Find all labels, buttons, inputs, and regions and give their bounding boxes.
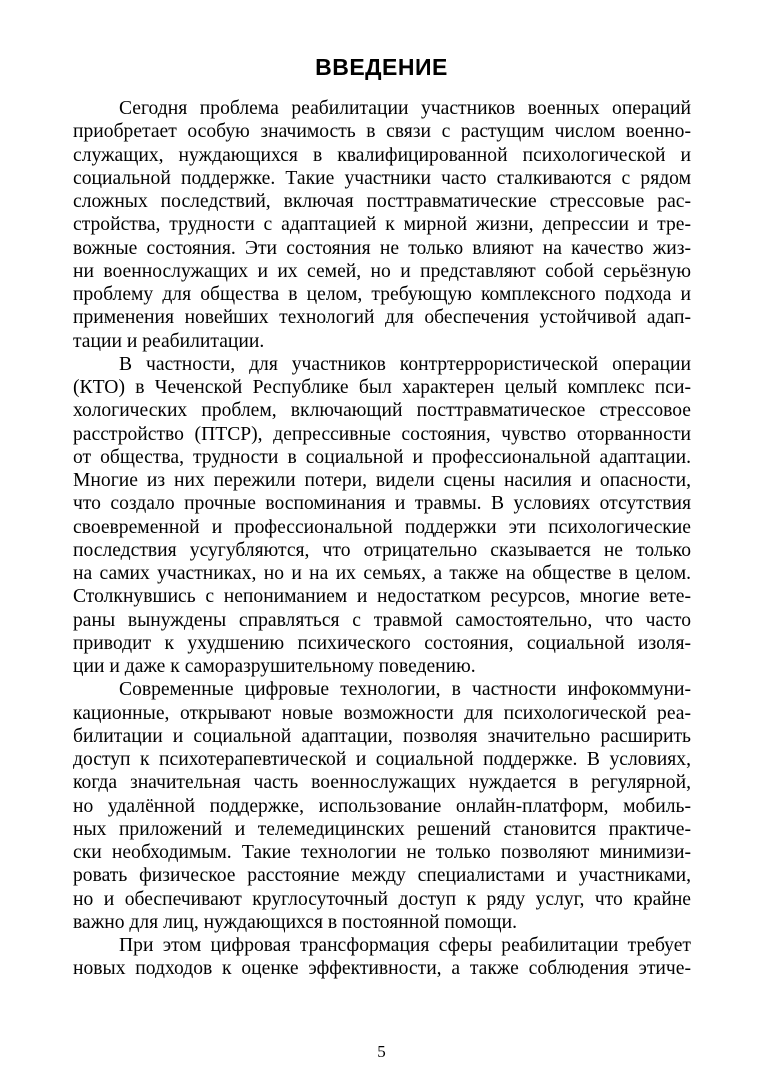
text-line: раны вынуждены справляться с травмой самостоятельно, что часто [73, 609, 691, 631]
text-line: кационные, открывают новые возможности для психологической реа- [73, 702, 691, 724]
body-text [73, 97, 691, 981]
text-line: приводит к ухудшению психического состояния, социальной изоля- [73, 632, 691, 654]
text-line: (КТО) в Чеченской Республике был характерен целый комплекс пси- [73, 377, 691, 398]
text-line: на самих участниках, но и на их семьях, а также на обществе в целом. [73, 563, 691, 584]
text-line: Современные цифровые технологии, в частности инфокоммуни- [119, 679, 691, 701]
text-line: важно для лиц, нуждающихся в постоянной помощи. [73, 911, 517, 933]
text-line: стройства, трудности с адаптацией к мирной жизни, депрессии и тре- [73, 214, 691, 236]
text-line: расстройство (ПТСР), депрессивные состояния, чувство оторванности [73, 423, 691, 445]
text-line: ски необходимым. Такие технологии не только позволяют минимизи- [73, 842, 691, 863]
text-line: Сегодня проблема реабилитации участников военных операций [119, 98, 691, 119]
text-line: тации и реабилитации. [73, 330, 265, 352]
text-line: ровать физическое расстояние между специалистами и участниками, [73, 865, 691, 887]
text-line: приобретает особую значимость в связи с растущим числом военно- [73, 121, 691, 143]
page-title: ВВЕДЕНИЕ [315, 54, 448, 80]
text-line: вожные состояния. Эти состояния не только влияют на качество жиз- [73, 237, 691, 259]
text-line: социальной поддержке. Такие участники часто сталкиваются с рядом [73, 167, 691, 189]
text-line: применения новейших технологий для обеспечения устойчивой адап- [73, 307, 691, 329]
text-line: билитации и социальной адаптации, позволяя значительно расширить [73, 725, 691, 747]
text-line: ции и даже к саморазрушительному поведению. [73, 656, 476, 677]
text-line: проблему для общества в целом, требующую комплексного подхода и [73, 284, 691, 305]
text-line: ни военнослужащих и их семей, но и представляют собой серьёзную [73, 260, 691, 282]
text-line: хологических проблем, включающий посттравматическое стрессовое [73, 400, 691, 422]
text-line: последствия усугубляются, что отрицательно сказывается не только [73, 539, 691, 561]
text-line: когда значительная часть военнослужащих нуждается в регулярной, [73, 772, 691, 794]
text-line: Столкнувшись с непониманием и недостатком ресурсов, многие вете- [73, 586, 691, 608]
text-line: При этом цифровая трансформация сферы реабилитации требует [119, 935, 691, 956]
text-line: но удалённой поддержке, использование онлайн-платформ, мобиль- [73, 795, 691, 817]
page-number: 5 [377, 1042, 386, 1061]
text-line: Многие из них пережили потери, видели сцены насилия и опасности, [73, 470, 691, 491]
text-line: В частности, для участников контртеррористической операции [119, 353, 691, 375]
text-line: но и обеспечивают круглосуточный доступ к ряду услуг, что крайне [73, 888, 691, 910]
text-line: ных приложений и телемедицинских решений становится практиче- [73, 818, 691, 840]
text-line: новых подходов к оценке эффективности, а также соблюдения этиче- [73, 958, 691, 980]
text-line: что создало прочные воспоминания и травмы. В условиях отсутствия [73, 493, 691, 515]
text-line: сложных последствий, включая посттравматические стрессовые рас- [73, 191, 691, 212]
text-line: служащих, нуждающихся в квалифицированной психологической и [73, 144, 691, 166]
text-line: своевременной и профессиональной поддержки эти психологические [73, 516, 691, 538]
text-line: от общества, трудности в социальной и профессиональной адаптации. [73, 446, 691, 468]
text-line: доступ к психотерапевтической и социальной поддержке. В условиях, [73, 749, 691, 770]
